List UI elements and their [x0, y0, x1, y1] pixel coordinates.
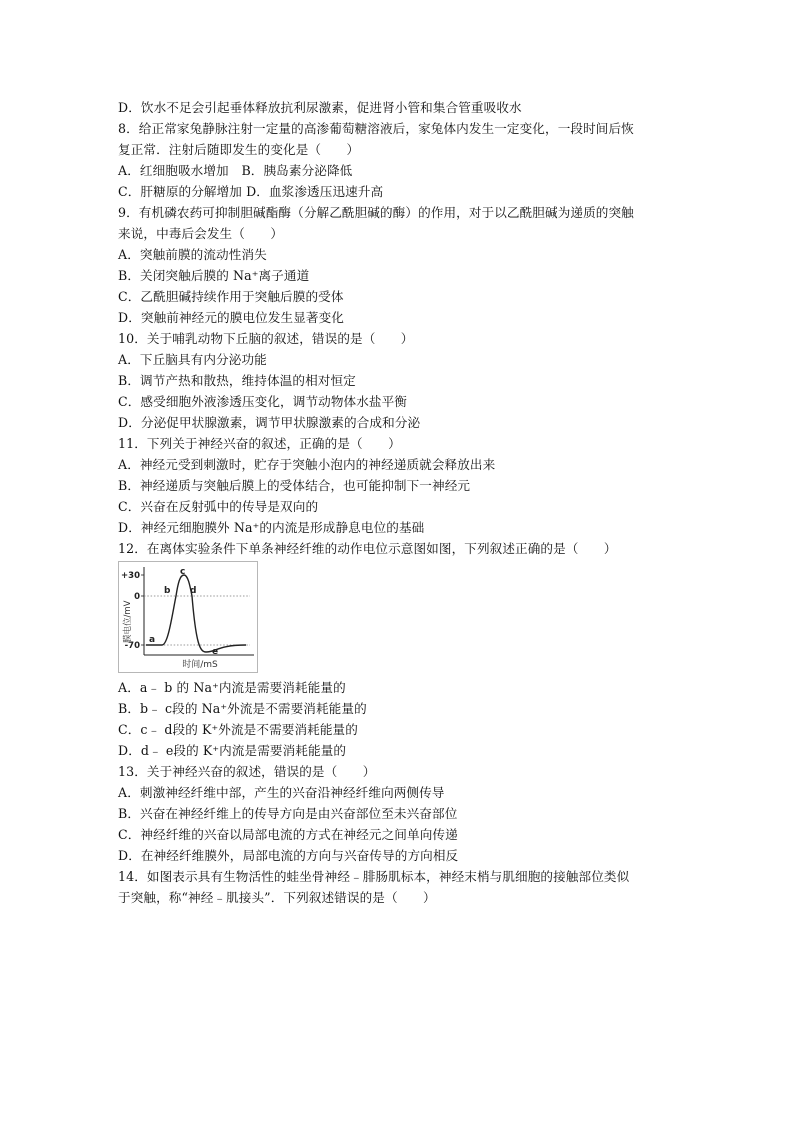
q12-option-c: C．c﹣ d段的 K⁺外流是不需要消耗能量的 [118, 722, 358, 737]
q14-stem-line2: 于突触，称“神经﹣肌接头”．下列叙述错误的是（ ） [118, 890, 436, 905]
point-label-c: c [180, 567, 186, 577]
q9-option-d: D．突触前神经元的膜电位发生显著变化 [118, 310, 344, 325]
q12-option-a: A．a﹣ b 的 Na⁺内流是需要消耗能量的 [118, 680, 346, 695]
questions-8-to-12 [118, 97, 678, 559]
q9-option-b: B．关闭突触后膜的 Na⁺离子通道 [118, 268, 310, 283]
q13-option-b: B．兴奋在神经纤维上的传导方向是由兴奋部位至未兴奋部位 [118, 806, 458, 821]
q9-option-c: C．乙酰胆碱持续作用于突触后膜的受体 [118, 289, 344, 304]
q13-stem: 13．关于神经兴奋的叙述，错误的是（ ） [118, 764, 376, 779]
exam-document [118, 97, 678, 908]
q11-stem: 11．下列关于神经兴奋的叙述，正确的是（ ） [118, 436, 401, 451]
q10-option-c: C．感受细胞外液渗透压变化，调节动物体水盐平衡 [118, 394, 407, 409]
y-axis-label: 膜电位/mV [123, 600, 133, 643]
y-tick-label: 0 [134, 592, 140, 602]
q8-stem-line2: 复正常．注射后随即发生的变化是（ ） [118, 142, 360, 157]
q11-option-b: B．神经递质与突触后膜上的受体结合，也可能抑制下一神经元 [118, 478, 471, 493]
q12-stem: 12．在离体实验条件下单条神经纤维的动作电位示意图如图，下列叙述正确的是（ ） [118, 541, 617, 556]
point-label-b: b [164, 586, 171, 596]
q10-option-a: A．下丘脑具有内分泌功能 [118, 352, 267, 367]
q7-option-d: D．饮水不足会引起垂体释放抗利尿激素，促进肾小管和集合管重吸收水 [118, 100, 522, 115]
q9-stem-line1: 9．有机磷农药可抑制胆碱酯酶（分解乙酰胆碱的酶）的作用，对于以乙酰胆碱为递质的突触 [118, 205, 634, 220]
q9-option-a: A．突触前膜的流动性消失 [118, 247, 267, 262]
y-tick-label: +30 [121, 571, 140, 581]
q8-options-cd: C．肝糖原的分解增加 D．血浆渗透压迅速升高 [118, 184, 384, 199]
q13-option-d: D．在神经纤维膜外，局部电流的方向与兴奋传导的方向相反 [118, 848, 459, 863]
q10-option-b: B．调节产热和散热，维持体温的相对恒定 [118, 373, 356, 388]
q10-stem: 10．关于哺乳动物下丘脑的叙述，错误的是（ ） [118, 331, 414, 346]
q8-stem-line1: 8．给正常家兔静脉注射一定量的高渗葡萄糖溶液后，家兔体内发生一定变化，一段时间后恢 [118, 121, 634, 136]
point-label-d: d [190, 586, 197, 596]
q12-option-b: B．b﹣ c段的 Na⁺外流是不需要消耗能量的 [118, 701, 367, 716]
y-tick-label: -70 [124, 641, 140, 651]
q13-option-c: C．神经纤维的兴奋以局部电流的方式在神经元之间单向传递 [118, 827, 458, 842]
point-label-e: e [212, 647, 219, 657]
q14-stem-line1: 14．如图表示具有生物活性的蛙坐骨神经﹣腓肠肌标本，神经末梢与肌细胞的接触部位类似 [118, 869, 630, 884]
q12-option-d: D．d﹣ e段的 K⁺内流是需要消耗能量的 [118, 743, 347, 758]
q10-option-d: D．分泌促甲状腺激素，调节甲状腺激素的合成和分泌 [118, 415, 421, 430]
action-potential-chart [118, 561, 258, 673]
questions-12-options-to-14 [118, 677, 678, 908]
q11-option-c: C．兴奋在反射弧中的传导是双向的 [118, 499, 319, 514]
q13-option-a: A．刺激神经纤维中部，产生的兴奋沿神经纤维向两侧传导 [118, 785, 445, 800]
q11-option-d: D．神经元细胞膜外 Na⁺的内流是形成静息电位的基础 [118, 520, 425, 535]
q9-stem-line2: 来说，中毒后会发生（ ） [118, 226, 284, 241]
point-label-a: a [149, 635, 156, 645]
x-axis-label: 时间/mS [182, 660, 218, 670]
q11-option-a: A．神经元受到刺激时，贮存于突触小泡内的神经递质就会释放出来 [118, 457, 496, 472]
q8-options-ab: A．红细胞吸水增加 B．胰岛素分泌降低 [118, 163, 353, 178]
